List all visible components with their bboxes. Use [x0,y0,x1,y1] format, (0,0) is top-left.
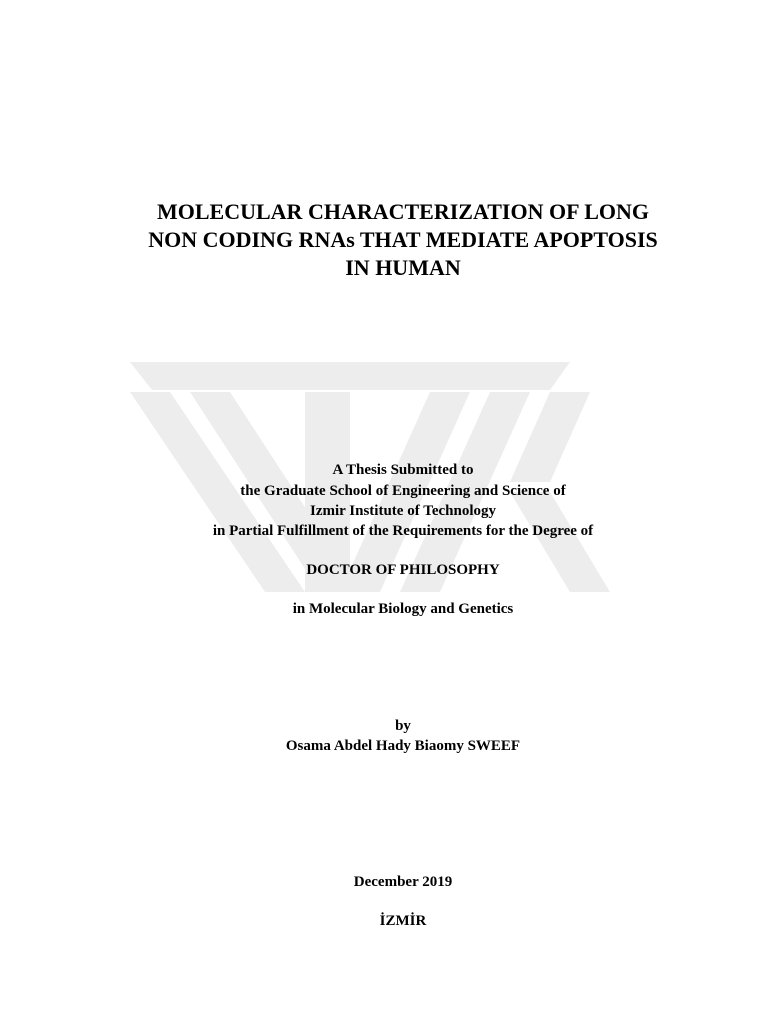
submission-city: İZMİR [379,913,427,929]
submission-line-2: the Graduate School of Engineering and Science of [240,483,566,499]
submission-date: December 2019 [353,874,453,890]
thesis-title-line-2: NON CODING RNAs THAT MEDIATE APOPTOSIS [148,227,658,252]
degree-name: DOCTOR OF PHILOSOPHY [306,562,500,578]
thesis-title-line-1: MOLECULAR CHARACTERIZATION OF LONG [157,199,649,224]
field-of-study: in Molecular Biology and Genetics [292,601,514,617]
submission-line-4: in Partial Fulfillment of the Requirements for the Degree of [212,523,594,539]
author-by-label: by [395,718,411,734]
submission-line-1: A Thesis Submitted to [332,462,474,478]
thesis-title-line-3: IN HUMAN [345,255,461,280]
submission-line-3: Izmir Institute of Technology [310,503,496,519]
author-name: Osama Abdel Hady Biaomy SWEEF [285,738,521,754]
